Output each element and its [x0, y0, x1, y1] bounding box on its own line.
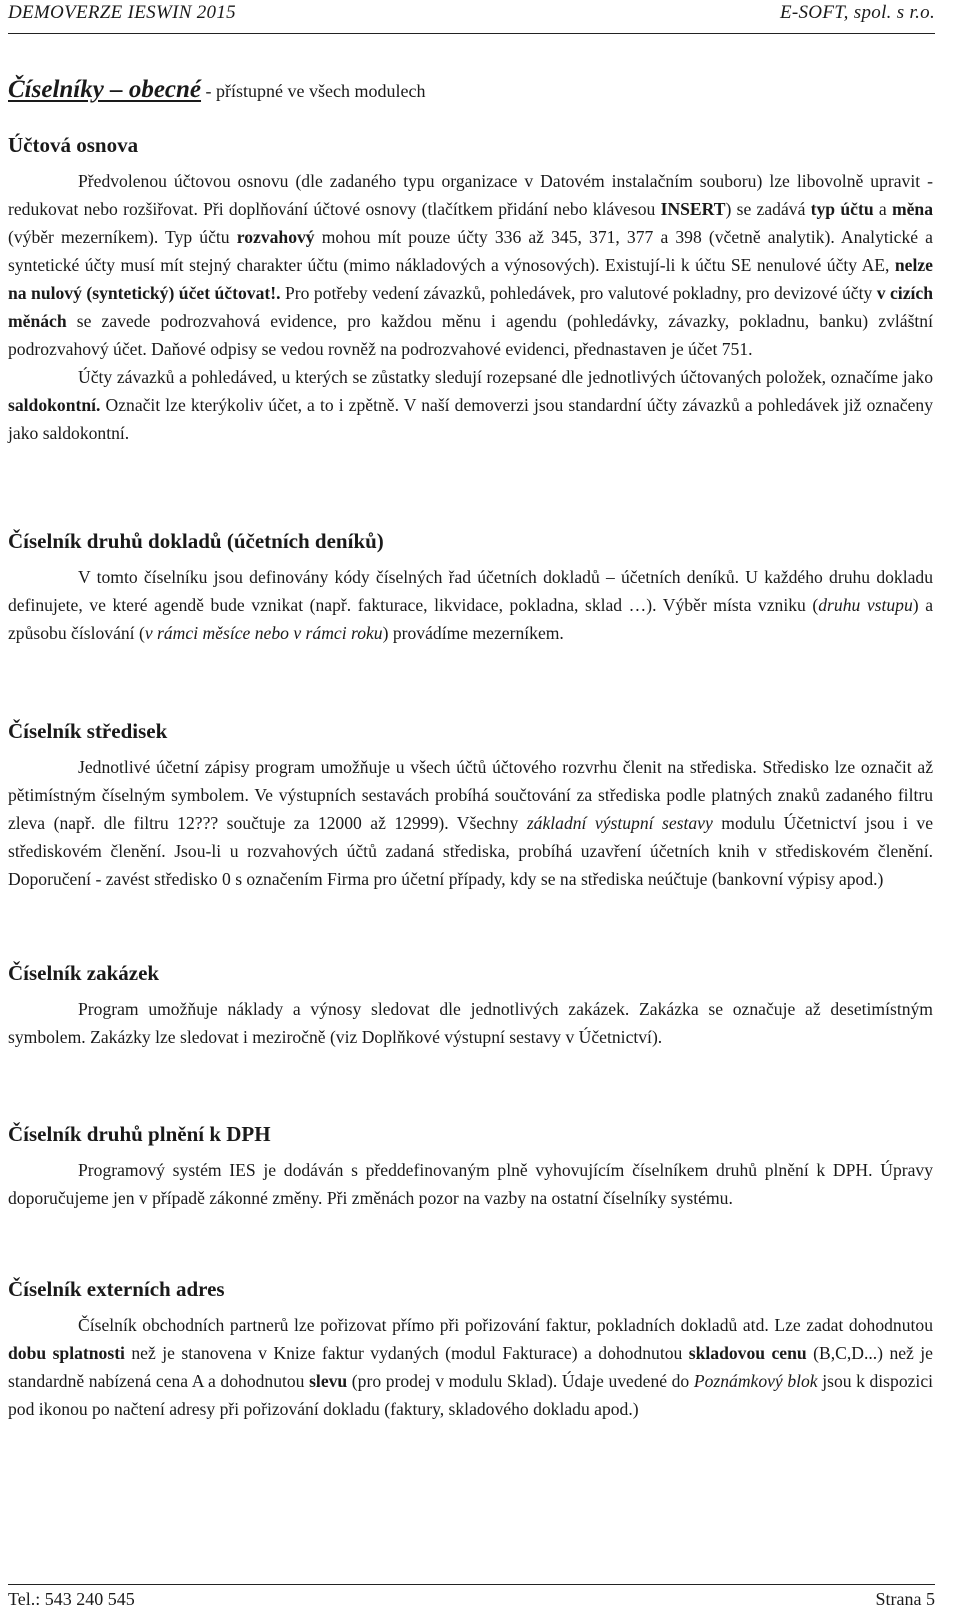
footer-page-number: Strana 5 — [875, 1589, 935, 1609]
section-ucetni-osnova — [8, 131, 933, 447]
page-title-text: Číselníky – obecné — [8, 76, 202, 103]
section-zakazky — [8, 959, 933, 1051]
paragraph: Program umožňuje náklady a výnosy sledovat dle jednotlivých zakázek. Zakázka se označuje až desetimístným symbolem. Zakázky lze sledovat i meziročně (viz Doplňkové výstupní sestavy v Účetnictví). — [8, 999, 933, 1047]
paragraph: Jednotlivé účetní zápisy program umožňuje u všech účtů účtového rozvrhu členit na střediska. Středisko lze označit až pětimístným číselným symbolem. Ve výstupních sestavách probíhá součtování za střediska podle platných znaků zadaného filtru zleva (např. dle filtru 12??? součtuje za 12000 až 12999). Všechny základní výstupní sestavy modulu Účetnictví jsou i ve střediskovém členění. Jsou-li u rozvahových účtů zadaná střediska, probíhá uzavření účetních knih v střediskovém členění. Doporučení - zavést středisko 0 s označením Firma pro účetní případy, kdy se na střediska neúčtuje (bankovní výpisy apod.) — [8, 757, 934, 889]
paragraph: Programový systém IES je dodáván s předdefinovaným plně vyhovujícím číselníkem druhů plnění k DPH. Úpravy doporučujeme jen v případě zákonné změny. Při změnách pozor na vazby na ostatní číselníky systému. — [8, 1160, 933, 1208]
paragraph: Účty závazků a pohledáved, u kterých se zůstatky sledují rozepsané dle jednotlivých účtovaných položek, označíme jako saldokontní. Označit lze kterýkoliv účet, a to i zpětně. V naší demoverzi jsou standardní účty závazků a pohledávek již označeny jako saldokontní. — [8, 367, 933, 443]
section-strediska — [8, 717, 933, 893]
page-subtitle: - přístupné ve všech modulech — [201, 81, 426, 101]
paragraph: V tomto číselníku jsou definovány kódy číselných řad účetních dokladů – účetních deníků. U každého druhu dokladu definujete, ve které agendě bude vznikat (např. fakturace, likvidace, pokladna, sklad …). Výběr místa vzniku (druhu vstupu) a způsobu číslování (v rámci měsíce nebo v rámci roku) provádíme mezerníkem. — [8, 567, 934, 643]
header-rule — [8, 33, 935, 34]
paragraph: Číselník obchodních partnerů lze pořizovat přímo při pořizování faktur, pokladních dokladů atd. Lze zadat dohodnutou dobu splatnosti než je stanovena v Knize faktur vydaných (modul Fakturace) a dohodnutou skladovou cenu (B,C,D...) než je standardně nabízená cena A a dohodnutou slevu (pro prodej v modulu Sklad). Údaje uvedené do Poznámkový blok jsou k dispozici pod ikonou po načtení adresy při pořizování dokladu (faktury, skladového dokladu apod.) — [8, 1315, 934, 1419]
footer-rule — [8, 1584, 935, 1585]
section-heading: Číselník zakázek — [8, 961, 160, 985]
section-heading: Číselník druhů dokladů (účetních deníků) — [8, 529, 384, 553]
page-header-left: DEMOVERZE IESWIN 2015 — [8, 2, 236, 23]
section-heading: Číselník druhů plnění k DPH — [8, 1122, 271, 1146]
paragraph: Předvolenou účtovou osnovu (dle zadaného typu organizace v Datovém instalačním souboru) lze libovolně upravit - redukovat nebo rozšiřovat. Při doplňování účtové osnovy (tlačítkem přidání nebo klávesou INSERT) se zadává typ účtu a měna (výběr mezerníkem). Typ účtu rozvahový mohou mít pouze účty 336 až 345, 371, 377 a 398 (včetně analytik). Analytické a syntetické účty musí mít stejný charakter účtu (mimo nákladových a výnosových). Existují-li k účtu SE nenulové účty AE, nelze na nulový (syntetický) účet účtovat!. Pro potřeby vedení závazků, pohledávek, pro valutové pokladny, pro devizové účty v cizích měnách se zavede podrozvahová evidence, pro každou měnu i agendu (pohledávky, závazky, pokladnu, banku) zvláštní podrozvahový účet. Daňové odpisy se vedou rovněž na podrozvahové evidenci, přednastaven je účet 751. — [8, 171, 934, 359]
page-header-right: E-SOFT, spol. s r.o. — [779, 2, 935, 23]
footer-phone: Tel.: 543 240 545 — [8, 1589, 135, 1609]
section-druhy-dokladu — [8, 527, 933, 647]
section-heading: Číselník externích adres — [8, 1277, 225, 1301]
page-title — [8, 75, 933, 106]
document-body — [8, 75, 933, 1423]
section-heading: Číselník středisek — [8, 719, 168, 743]
section-dph — [8, 1120, 933, 1212]
section-externi-adresy — [8, 1275, 933, 1423]
section-heading: Účtová osnova — [8, 133, 139, 157]
